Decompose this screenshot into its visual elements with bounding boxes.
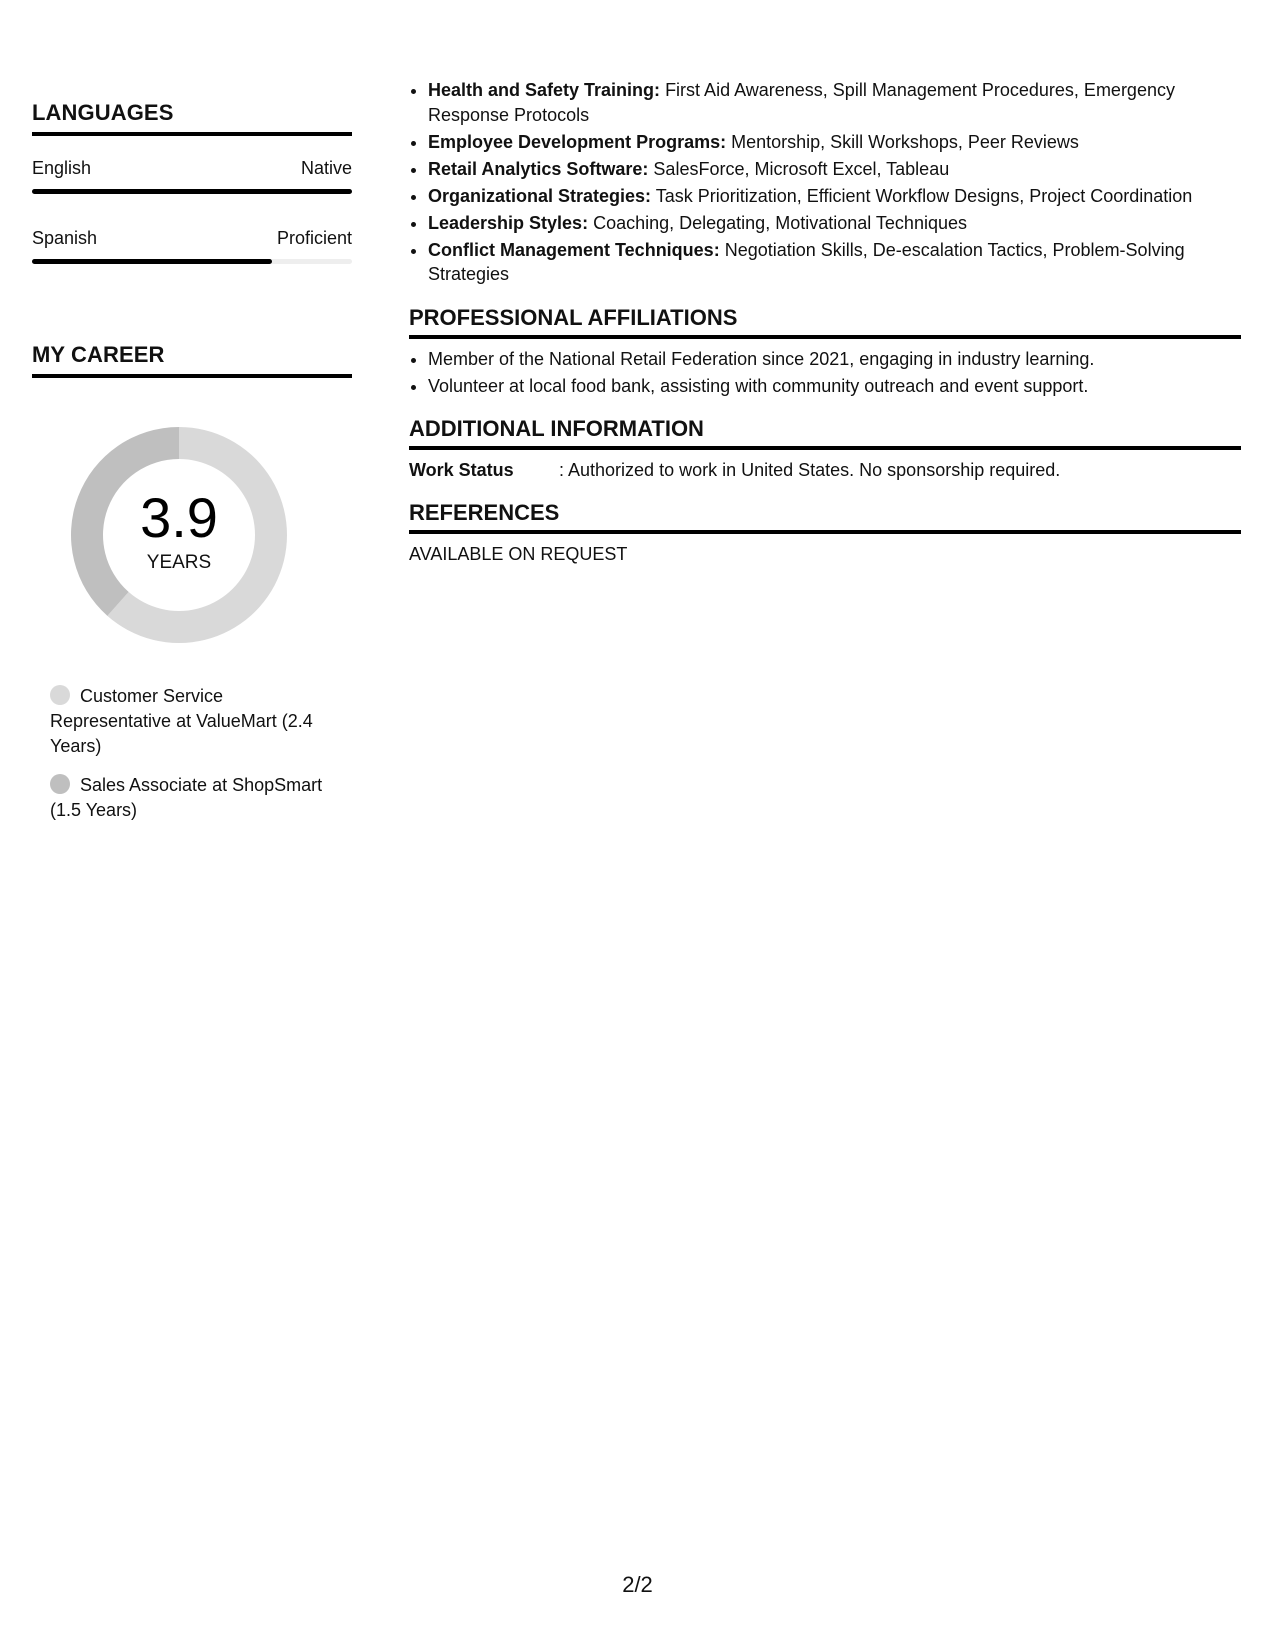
work-status-value: : Authorized to work in United States. No sponsorship required. [559,460,1061,480]
additional-info-heading: ADDITIONAL INFORMATION [409,416,1241,450]
career-donut-chart [66,422,292,648]
affiliations-list [409,347,1241,399]
legend-dot-icon [50,774,70,794]
list-item [428,211,1241,236]
career-total-unit: YEARS [146,552,212,573]
skill-desc: SalesForce, Microsoft Excel, Tableau [653,158,950,179]
donut-center [66,422,292,648]
skill-desc: Mentorship, Skill Workshops, Peer Reviews [731,131,1079,152]
references-text: AVAILABLE ON REQUEST [409,544,628,564]
language-proficiency-fill [32,259,272,264]
language-proficiency-bar [32,259,352,264]
languages-heading: LANGUAGES [32,100,352,136]
page-number: 2/2 [622,1572,653,1597]
skill-term: Conflict Management Techniques: [428,239,720,260]
language-item-english [32,158,352,194]
skill-desc: Task Prioritization, Efficient Workflow Designs, Project Coordination [655,185,1193,206]
additional-info-section [409,416,1241,482]
language-proficiency-bar [32,189,352,194]
skill-term: Leadership Styles: [428,212,589,233]
skill-desc: Coaching, Delegating, Motivational Techniques [593,212,967,233]
references-section [409,500,1241,566]
affiliations-section [409,305,1241,399]
right-column [409,78,1241,566]
language-name: Spanish [32,228,98,248]
references-heading: REFERENCES [409,500,1241,534]
skill-term: Organizational Strategies: [428,185,652,206]
list-item [428,130,1241,155]
language-item-spanish [32,228,352,264]
career-heading: MY CAREER [32,342,352,378]
legend-item [50,773,340,823]
career-total-years: 3.9 [140,486,218,549]
list-item [428,184,1241,209]
skill-term: Employee Development Programs: [428,131,727,152]
list-item: • Volunteer at local food bank, assisting with community outreach and event support. [428,374,1241,399]
legend-label: Sales Associate at ShopSmart (1.5 Years) [50,775,323,820]
list-item [428,78,1241,127]
language-proficiency-fill [32,189,352,194]
language-level: Native [300,158,352,178]
career-section [32,342,352,823]
legend-dot-icon [50,685,70,705]
affiliations-heading: PROFESSIONAL AFFILIATIONS [409,305,1241,339]
work-status-label: Work Status [409,460,514,480]
work-status-row [409,458,1241,482]
career-legend [50,684,340,823]
skill-desc: First Aid Awareness, Spill Management Procedures, Emergency Response Protocols [428,80,1175,125]
legend-label: Customer Service Representative at ValueMart (2.4 Years) [50,686,313,756]
list-item [428,238,1241,287]
list-item [428,157,1241,182]
skill-term: Health and Safety Training: [428,80,661,100]
skill-term: Retail Analytics Software: [428,158,649,179]
language-level: Proficient [276,228,352,248]
skills-list [409,78,1241,287]
legend-item [50,684,340,759]
left-column [32,100,352,837]
language-name: English [32,158,92,178]
list-item: • Member of the National Retail Federation since 2021, engaging in industry learning. [428,347,1241,372]
skill-desc: Negotiation Skills, De-escalation Tactics, Problem-Solving Strategies [428,239,1185,284]
languages-section [32,100,352,264]
